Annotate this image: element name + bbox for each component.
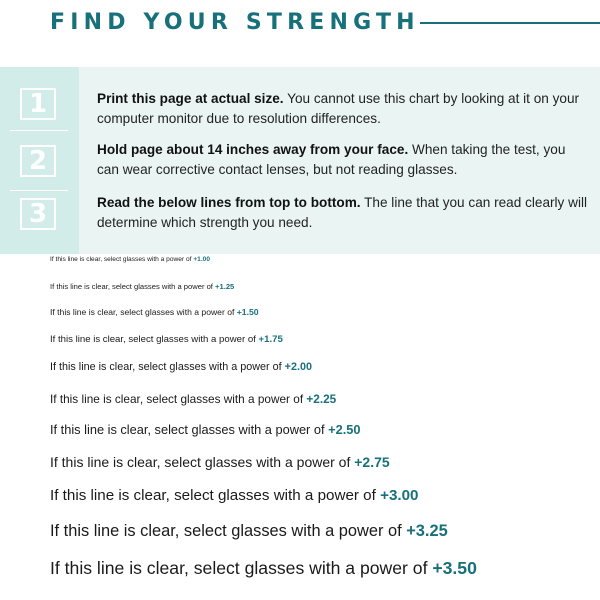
chart-line-power: +1.75: [258, 334, 283, 345]
step-number-2: 2: [20, 145, 56, 177]
chart-line: [50, 392, 336, 406]
chart-line: [50, 487, 419, 504]
chart-line-power: +1.25: [215, 282, 235, 291]
step-number-column: [0, 67, 79, 254]
title-rule: [420, 22, 600, 24]
chart-line-power: +1.50: [236, 307, 259, 317]
header: [0, 0, 600, 60]
chart-line: [50, 307, 259, 317]
chart-line-text: If this line is clear, select glasses with a power of: [50, 282, 213, 291]
chart-line: [50, 361, 312, 373]
chart-line-power: +1.00: [193, 256, 210, 263]
chart-line: [50, 454, 390, 470]
chart-line: [50, 334, 283, 345]
chart-line-power: +3.50: [432, 558, 477, 578]
instruction-step-3: [97, 193, 587, 233]
step-divider: [10, 130, 68, 131]
chart-line-text: If this line is clear, select glasses with a power of: [50, 422, 325, 437]
instruction-step-3-text: The line that you can read clearly will determine which strength you need.: [97, 195, 588, 230]
chart-line-power: +2.00: [284, 361, 312, 373]
reading-chart: [0, 256, 600, 600]
chart-line-text: If this line is clear, select glasses with a power of: [50, 392, 304, 406]
chart-line: [50, 522, 448, 541]
chart-line-text: If this line is clear, select glasses with a power of: [50, 307, 235, 317]
chart-line-power: +3.25: [406, 522, 448, 540]
chart-line-text: If this line is clear, select glasses with a power of: [50, 454, 351, 470]
instruction-step-1: [97, 89, 587, 129]
chart-line: [50, 256, 210, 263]
chart-line-text: If this line is clear, select glasses with a power of: [50, 558, 428, 578]
chart-line-power: +2.75: [354, 454, 390, 470]
chart-line-power: +2.50: [328, 422, 361, 437]
chart-line: [50, 282, 234, 291]
chart-line: [50, 422, 361, 437]
step-number-1: 1: [20, 88, 56, 120]
chart-line: [50, 558, 477, 579]
page-title: FIND YOUR STRENGTH: [50, 10, 420, 35]
chart-line-text: If this line is clear, select glasses with a power of: [50, 487, 376, 504]
instruction-step-2-heading: Hold page about 14 inches away from your face.: [97, 142, 409, 157]
instruction-step-1-heading: Print this page at actual size.: [97, 91, 284, 106]
chart-line-text: If this line is clear, select glasses with a power of: [50, 256, 192, 263]
instructions-panel: [0, 67, 600, 254]
chart-line-text: If this line is clear, select glasses with a power of: [50, 334, 256, 345]
chart-line-text: If this line is clear, select glasses with a power of: [50, 361, 282, 373]
instruction-step-2: [97, 140, 587, 180]
chart-line-text: If this line is clear, select glasses with a power of: [50, 522, 402, 540]
step-number-3: 3: [20, 198, 56, 230]
instruction-step-2-text: When taking the test, you can wear corrective contact lenses, but not reading glasses.: [97, 142, 566, 177]
chart-line-power: +3.00: [380, 487, 419, 504]
instruction-step-3-heading: Read the below lines from top to bottom.: [97, 195, 361, 210]
instruction-step-1-text: You cannot use this chart by looking at it on your computer monitor due to resolution differences.: [97, 91, 580, 126]
chart-line-power: +2.25: [306, 392, 337, 406]
step-divider: [10, 190, 68, 191]
